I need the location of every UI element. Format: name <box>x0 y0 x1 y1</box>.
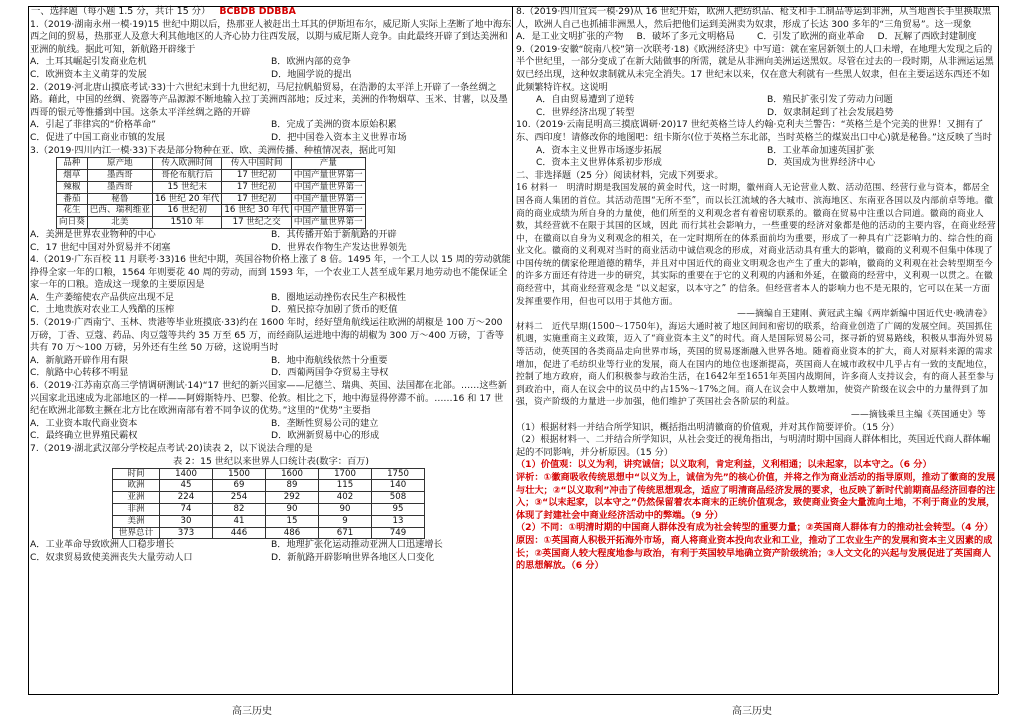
table-cell: 41 <box>213 515 266 527</box>
question-6-options <box>30 418 512 431</box>
material-two-text: 材料二 近代早期(1500～1750年)，海运大通时被了地区间间和密切的联系，给商业创造了广阔的发展空间。英国抓住机遇，实施重商主义政策，迈入了“商业资本主义”的时代。商人是国际贸易公司，探寻新的贸易路线，积极从事海外贸易等活动，使英国的各类商品走向世界市场，英国的贸易逐渐融入世界各地。随着商业资本的扩大，商人对原料来源的需求增加，促进了毛纺织业等行业的发展，商人在国内的地位也逐渐提高，英国商人在城市政权中几乎占有一致的支配地位，控制了地方政府，商人们积极参与政治生活，在1642年至1651年英国内战期间，许多商人支持议会，有的商人甚至参与到政治中，商人在议会中的议员中约占15%～17%之间。商人在议会中人数增加，使资产阶级在议会中的力量得到了加强，资产阶级的力量进一步加强，他们维护了英国社会各阶层的利益。 <box>516 321 995 408</box>
option-a[interactable]: A．是工业文明扩张的产物 <box>516 31 624 43</box>
table-cell: 13 <box>372 515 425 527</box>
question-7 <box>28 443 512 565</box>
table-cell: 69 <box>213 480 266 492</box>
option-a[interactable]: A．工业资本取代商业资本 <box>30 417 138 429</box>
question-16-part-1: （1）根据材料一并结合所学知识，概括指出明清徽商的价值观，并对其作简要评价。（15 分） <box>516 421 900 433</box>
option-c[interactable]: C．最终确立世界殖民霸权 <box>30 430 138 442</box>
option-c[interactable]: C．世界经济出现了转型 <box>536 106 635 118</box>
table-header: 1700 <box>319 468 372 480</box>
option-b[interactable]: B．破坏了多元文明格局 <box>636 31 735 43</box>
left-column <box>28 6 512 722</box>
species-table <box>56 157 366 229</box>
option-a[interactable]: A．土耳其崛起引发商业危机 <box>30 56 147 68</box>
question-6-text: 6.（2019·江苏南京高三学情调研测试·14)“17 世纪的新兴国家——尼德兰、瑞典、英国、法国都在北部。……这些新兴国家北迅速成为北部地区的一样——阿姆斯特丹、巴黎、伦敦。相比之下，地中海显得停滞不前。……16 和 17 世纪在欧洲北部数主撅在北方比在欧洲南部有着不同争议的优势。”这里的“优势”主要指 <box>30 380 507 417</box>
table-cell: 世界总计 <box>113 527 160 539</box>
table-cell: 17 世纪初 <box>222 169 291 181</box>
option-a[interactable]: A．自由贸易遭到了逆转 <box>536 94 635 106</box>
table-cell: 486 <box>266 527 319 539</box>
option-d[interactable]: D．奴隶制起到了社会发展趋势 <box>767 106 894 118</box>
question-5-text: 5.（2019·广西南宁、玉林、贵港等毕业班摸底·33)约在 1600 年时，经好望角航线运往欧洲的胡椒是 100 万～200 万磅，丁香、豆蔻、药品、肉豆蔻等共约 35 万至 65 万，而经商队运进地中海的胡椒为 300 万～400 万磅，丁香等共有 70 万～100 万磅，另外还有生丝 50 万磅，这说明当时 <box>30 317 504 354</box>
question-8-options <box>516 31 998 44</box>
question-16-part-2: （2）根据材料一、二并结合所学知识，从社会变迁的视角指出，与明清时期中国商人群体相比，英国近代商人群体崛起的不同影响，并分析原因。（15 分） <box>516 434 991 458</box>
table-cell: 115 <box>319 480 372 492</box>
right-column <box>514 6 998 722</box>
table-row <box>57 193 366 205</box>
question-1 <box>28 19 512 82</box>
question-6-options-row2 <box>30 430 512 443</box>
option-b[interactable]: B．地中海航线依然十分重要 <box>271 354 388 366</box>
question-1-text: 1.（2019·湖南永州一模·19)15 世纪中期以后，热那亚人被赶出土耳其的伊斯坦布尔，威尼斯人实际上垄断了地中海东西之间的贸易，热那亚人及意大利其他地区的人齐心协力往西发展，以期与威尼斯人竞争。由此最终开辟了到达美洲和亚洲的航线。据此可知，新航路开辟缘于 <box>30 18 512 55</box>
table-cell: 北美 <box>87 217 152 229</box>
question-5-options-row2 <box>30 367 512 380</box>
question-2-options <box>30 119 512 132</box>
question-9 <box>514 44 998 120</box>
option-c[interactable]: C．资本主义世界体系初步形成 <box>536 157 662 169</box>
material-two <box>514 321 998 409</box>
table-cell: 中国产量世界第一 <box>291 181 365 193</box>
table-cell: 中国产量世界第一 <box>291 193 365 205</box>
option-a[interactable]: A．引起了菲律宾的“价格革命” <box>30 119 157 131</box>
option-c[interactable]: C．17 世纪中国对外贸易并不闭塞 <box>30 241 171 253</box>
option-d[interactable]: D．英国成为世界经济中心 <box>767 157 876 169</box>
option-b[interactable]: B．地理扩张化运动推动亚洲人口迅速增长 <box>271 539 443 551</box>
table-cell: 16 世纪 30 年代 <box>222 205 291 217</box>
option-b[interactable]: B．殖民扩张引发了劳动力问题 <box>767 94 893 106</box>
table-header-row <box>57 158 366 170</box>
material-one <box>514 182 998 308</box>
table-cell: 15 <box>266 515 319 527</box>
table-cell: 墨西哥 <box>87 181 152 193</box>
question-9-text: 9.（2019·安徽“皖南八校”第一次联考·18)《欧洲经济史》中写道：就在室居新领土的人口未增，在地理大发现之后的半个世纪里，一部分变成了在新大陆做事的所需，就是从非洲向美洲运送黑奴。尽管在过去的一段时期，从非洲运运黑奴已经出现，这种奴隶制就从未完全消失。17 世纪末以来，仅在意大利就有一些黑人奴隶，但在主要运送东西还不如此频繁特许权。这说明 <box>516 43 994 93</box>
question-7-options-row2 <box>30 552 512 565</box>
question-2-options-row2 <box>30 132 512 145</box>
question-1-options-row2 <box>30 69 512 82</box>
question-5-options <box>30 355 512 368</box>
option-d[interactable]: D．新航路开辟影响世界各地区人口变化 <box>271 551 435 563</box>
table-cell: 446 <box>213 527 266 539</box>
question-7-options <box>30 539 512 552</box>
question-3 <box>28 145 512 255</box>
table-cell: 15 世纪末 <box>152 181 221 193</box>
column-divider <box>512 6 513 694</box>
table-header: 传入欧洲时间 <box>152 158 221 170</box>
table-cell: 花生 <box>57 205 88 217</box>
option-c[interactable]: C．引发了欧洲的商业革命 <box>757 31 865 43</box>
table-row <box>57 205 366 217</box>
table-cell: 向日葵 <box>57 217 88 229</box>
option-d[interactable]: D．殖民掠夺加剧了货币的贬值 <box>271 304 398 316</box>
table-cell: 番茄 <box>57 193 88 205</box>
question-9-options-row2 <box>516 107 998 120</box>
table-header: 1750 <box>372 468 425 480</box>
question-2-text: 2.（2019·河北唐山摸底考试·33)十六世纪末到十九世纪初，马尼拉帆船贸易，在浩渺的太平洋上开辟了一条丝绸之路。藉此，中国的丝绸、瓷器等产品源源不断地输入拉丁美洲西部地；反过来，美洲的作物烟草、玉米、甘薯，以及墨西哥的银元等惟播到中国。这条太平洋丝绸之路的开辟 <box>30 81 508 118</box>
question-3-options-row2 <box>30 242 512 255</box>
option-d[interactable]: D．瓦解了西欧封建制度 <box>877 31 977 43</box>
question-1-options <box>30 56 512 69</box>
table-row <box>113 492 425 504</box>
option-b[interactable]: B．其传播开始于新航路的开辟 <box>271 228 397 240</box>
table-cell: 秘鲁 <box>87 193 152 205</box>
table-header: 1400 <box>160 468 213 480</box>
question-4-options <box>30 292 512 305</box>
section-header <box>28 6 512 19</box>
question-4-text: 4.（2019·广东百校 11 月联考·33)16 世纪中期，英国谷物价格上涨了 8 倍。1495 年，一个工人以 15 周的劳动就能挣得全家一年的口粮，1564 年则要花 40 周的劳动，而到 1593 年，一个农业工人甚至成年累月地劳动也不能保证全家一年的口粮。造成这一现象的主要原因是 <box>30 254 511 291</box>
table-cell: 17 世纪初 <box>222 193 291 205</box>
table-header: 传入中国时间 <box>222 158 291 170</box>
table-cell: 671 <box>319 527 372 539</box>
table-row <box>57 217 366 229</box>
option-b[interactable]: B．完成了美洲的资本原始积累 <box>271 119 397 131</box>
table-cell: 402 <box>319 492 372 504</box>
table-header: 1600 <box>266 468 319 480</box>
option-a[interactable]: A．生产萎缩使农产品供应出现不足 <box>30 291 175 303</box>
option-b[interactable]: B．垄断性贸易公司的建立 <box>271 417 379 429</box>
question-2 <box>28 82 512 145</box>
option-b[interactable]: B．圈地运动挫伤农民生产积极性 <box>271 291 406 303</box>
option-c[interactable]: C．促进了中国工商业市镇的发展 <box>30 131 166 143</box>
table-cell: 16 世纪 20 年代 <box>152 193 221 205</box>
table-cell: 90 <box>319 503 372 515</box>
table-cell: 辣椒 <box>57 181 88 193</box>
question-10-options-row2 <box>516 157 998 170</box>
table-header: 时间 <box>113 468 160 480</box>
table-cell: 中国产量世界第一 <box>291 217 365 229</box>
table-row <box>57 169 366 181</box>
table-cell: 373 <box>160 527 213 539</box>
answer-2: （2）不同：①明清时期的中国商人群体没有成为社会转型的重要力量；②英国商人群体有力的推动社会转型。（4 分） <box>516 522 994 534</box>
table-row <box>113 515 425 527</box>
answer-1-evaluation: 评析：①徽商吸收传统思想中“以义为上，诚信为先”的核心价值，并将之作为商业活动的指导原则，推动了徽商的发展与壮大；②“以义取利”冲击了传统思想观念，适应了明清商品经济发展的要求，也反映了新时代前期商品经济回春的注入；③“以末起家，以本守之”仍然保留着农本商末的正统价值观念，致使商业资金大量流向土地，不利于商业的发展，体现了封建社会中商业经济活动中的弊端。（9 分） <box>516 471 996 521</box>
section-title: 一、选择题（每小题 1.5 分，共计 15 分） <box>31 6 211 17</box>
answer-2-reason: 原因：①英国商人积极开拓海外市场，商人将商业资本投向农业和工业，推动了工农业生产的发展和资本主义因素的成长；②英国商人较大程度地参与政治，有利于英国较早地确立资产阶级统治；③人文文化的兴起与发展促进了英国商人的思想解放。（6 分） <box>516 534 993 572</box>
table-header: 产量 <box>291 158 365 170</box>
section-2-title: 二、非选择题（25 分）阅读材料，完成下列要求。 <box>516 169 724 181</box>
table-header: 1500 <box>213 468 266 480</box>
right-footer: 高三历史 <box>732 706 772 717</box>
table-row <box>113 480 425 492</box>
table-cell: 254 <box>213 492 266 504</box>
question-4-options-row2 <box>30 304 512 317</box>
table-cell: 45 <box>160 480 213 492</box>
table-header-row <box>113 468 425 480</box>
table-cell: 中国产量世界第一 <box>291 169 365 181</box>
question-8 <box>514 6 998 44</box>
question-5 <box>28 317 512 380</box>
table-cell: 亚洲 <box>113 492 160 504</box>
option-c[interactable]: C．欧洲资本主义萌芽的发展 <box>30 68 147 80</box>
table-cell: 17 世纪初 <box>222 181 291 193</box>
table-cell: 30 <box>160 515 213 527</box>
option-c[interactable]: C．奴隶贸易致使美洲丧失大量劳动人口 <box>30 551 193 563</box>
option-a[interactable]: A．工业革命导致欧洲人口稳步增长 <box>30 539 175 551</box>
question-10-options <box>516 145 998 158</box>
table-cell: 90 <box>266 503 319 515</box>
population-table <box>112 468 425 540</box>
question-7-text: 7.（2019·湖北武汉部分学校起点考试·20)读表 2，以下说法合理的是 <box>30 443 313 454</box>
option-d[interactable]: D．欧洲新贸易中心的形成 <box>271 430 380 442</box>
option-a[interactable]: A．资本主义世界市场逐步拓展 <box>536 144 662 156</box>
table-cell: 95 <box>372 503 425 515</box>
table-cell: 1510 年 <box>152 217 221 229</box>
option-c[interactable]: C．土地贵族对农业工人残酷的压榨 <box>30 304 175 316</box>
option-b[interactable]: B．工业革命加速英国扩张 <box>767 144 875 156</box>
table-row <box>113 503 425 515</box>
table-cell: 欧洲 <box>113 480 160 492</box>
question-10-text: 10.（2019·云南昆明高三摸底调研·20)17 世纪英格兰诗人约翰·克利夫兰警告：“英格兰是个完美的世界！又拥有了东、西印度！请修改你的地图吧：纽卡斯尔(位于英格兰东北部，当时英格兰的煤炭出口中心)就是秘鲁。”这反映了当时 <box>516 119 992 143</box>
material-one-text: 16 材料一 明清时期是我国发展的黄金时代，这一时期，徽州商人无论营业人数、活动范围、经营行业与资本，都居全国各商人集团的首位。其活动范围“无所不至”，而以长江流域的各大城市、滨海地区、东南亚各国以及内部前卓等地。徽商的商业成绩为所自身的力量使，他们所至的义利观念者有着密切联系的。徽商在贸易中注重以合同道。徽商的商业人数，其经营就不在限于其国的区域，因此 而行其社会影响力，一些重要的经济对象都是他的活动的主要内容，在商业经营中，在徽商以自身为义利观念的相关，在一定时期所在的体系面前均为重要，形成了一种具有广泛影响力的、综合性的商业文化。徽商的义利观对当时的商业活动中诚信观念的形成，对商业活动具有重大的影响，徽商的义利观不但集中体现了中国传统的儒家伦理道德的精华，并且对中国近代的商业文明观念也产生了重大的影响，徽商的义利观在社会转型期至今的许多方面还有待进一步的研究，其实际的重要在于它的义利观的内涵和外延，在徽商的经营中，义利观一以贯之。在徽商经营中，其商业经营观念是 “以义起家，以本守之” 的信条。但经营者本人的影响力也不是无限的，它可以在某一方面发挥重要作用，但也可以用于其他方面。 <box>516 183 996 307</box>
table-header: 原产地 <box>87 158 152 170</box>
table-cell: 82 <box>213 503 266 515</box>
material-one-source: ——摘编自王建刚、黄冠武主编《两岸新编中国近代史·晚清卷》 <box>737 309 992 320</box>
table-cell: 中国产量世界第一 <box>291 205 365 217</box>
question-8-text: 8.（2019·四川宜宾一模·29)从 16 世纪开始，欧洲人把纺织品、枪支和手工制品等运到非洲，从当地酋长手里换取黑人，欧洲人自己也抓捕非洲黑人，然后把他们运到美洲卖为奴隶，形成了长达 300 多年的“三角贸易”。这一现象 <box>516 6 992 30</box>
table-cell: 墨西哥 <box>87 169 152 181</box>
table-cell: 74 <box>160 503 213 515</box>
table-row <box>113 527 425 539</box>
question-3-options <box>30 229 512 242</box>
table-cell: 17 世纪之交 <box>222 217 291 229</box>
left-footer: 高三历史 <box>232 706 272 717</box>
question-4 <box>28 254 512 317</box>
question-9-options <box>516 94 998 107</box>
table-cell: 508 <box>372 492 425 504</box>
answer-key: BCBDB DDBBA <box>219 6 296 17</box>
table-cell: 非洲 <box>113 503 160 515</box>
table-cell: 烟草 <box>57 169 88 181</box>
option-d[interactable]: D．把中国卷入资本主义世界市场 <box>271 131 407 143</box>
table-header: 品种 <box>57 158 88 170</box>
question-3-text: 3.（2019·四川内江一模·33)下表是部分物种在亚、欧、美洲传播、种植情况表，据此可知 <box>30 144 396 156</box>
table-cell: 哥伦布航行后 <box>152 169 221 181</box>
table-cell: 89 <box>266 480 319 492</box>
question-6 <box>28 380 512 443</box>
frame-right-line <box>998 6 999 694</box>
table-cell: 巴西、瑞利维亚 <box>87 205 152 217</box>
table-caption: 表 2：15 世纪以来世界人口统计表(数字：百万) <box>173 455 369 467</box>
table-cell: 749 <box>372 527 425 539</box>
option-c[interactable]: C．航路中心转移不明显 <box>30 367 129 379</box>
option-d[interactable]: D．世界农作物生产发达世界领先 <box>271 241 407 253</box>
option-d[interactable]: D．地圆学说的提出 <box>271 68 352 80</box>
option-a[interactable]: A．新航路开辟作用有限 <box>30 354 129 366</box>
table-cell: 9 <box>319 515 372 527</box>
answer-1: （1）价值观：以义为利，讲究诚信；以义取利，肯定利益，义利相通；以未起家，以本守之。（6 分） <box>516 459 932 471</box>
option-a[interactable]: A．美洲是世界农业物种的中心 <box>30 228 156 240</box>
option-d[interactable]: D．西葡两国争夺贸易主导权 <box>271 367 389 379</box>
table-cell: 16 世纪初 <box>152 205 221 217</box>
table-cell: 140 <box>372 480 425 492</box>
table-cell: 292 <box>266 492 319 504</box>
question-10 <box>514 119 998 169</box>
table-row <box>57 181 366 193</box>
table-cell: 224 <box>160 492 213 504</box>
table-cell: 美洲 <box>113 515 160 527</box>
material-two-source: ——摘钱乘旦主编《英国通史》等 <box>851 410 986 420</box>
option-b[interactable]: B．欧洲内部的竞争 <box>271 56 351 68</box>
